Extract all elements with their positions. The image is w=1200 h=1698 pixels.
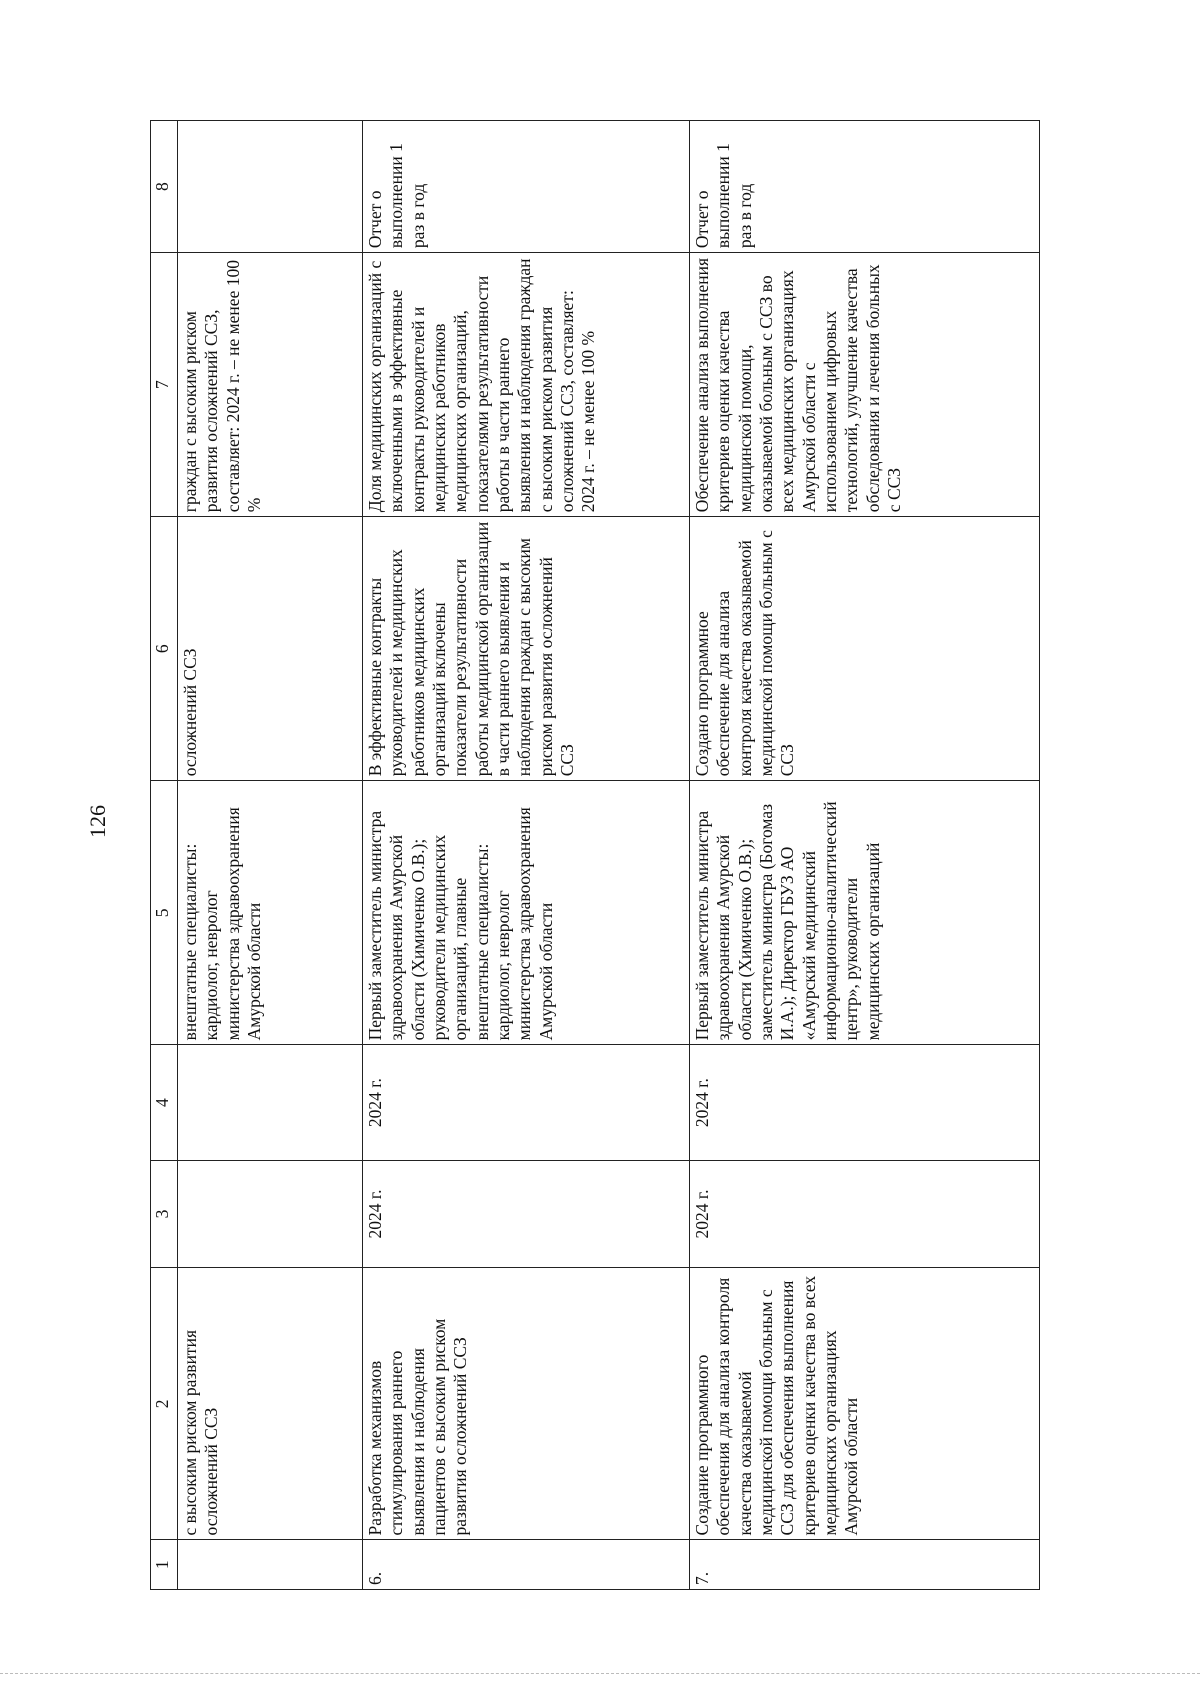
- cell-measure: Создание программного обеспечения для анализа контроля качества оказываемой медицинской помощи больным с ССЗ для обеспечения выполнения критериев оценки качества во всех медицинских организациях Амурской области: [690, 1268, 1040, 1540]
- cell-end: [178, 1045, 363, 1161]
- header-col-5: 5: [151, 781, 178, 1045]
- table-row-6: [363, 121, 690, 1590]
- cell-num: 6.: [363, 1540, 690, 1590]
- cell-num: 7.: [690, 1540, 1040, 1590]
- cell-start: 2024 г.: [690, 1160, 1040, 1267]
- cell-report: Отчет о выполнении 1 раз в год: [690, 121, 1040, 253]
- table-row-continuation: [178, 121, 363, 1590]
- cell-measure: с высоким риском развития осложнений ССЗ: [178, 1268, 363, 1540]
- page-number: 126: [85, 805, 110, 838]
- cell-report: [178, 121, 363, 253]
- header-row: [151, 121, 178, 1590]
- cell-responsible: Первый заместитель министра здравоохранения Амурской области (Химиченко О.В.); заместитель министра (Богомаз И.А.); Директор ГБУЗ АО «Амурский медицинский информационно-аналитический центр», руководители медицинских организаций: [690, 781, 1040, 1045]
- cell-responsible: Первый заместитель министра здравоохранения Амурской области (Химиченко О.В.); руководители медицинских организаций, главные внештатные специалисты: кардиолог, невролог министерства здравоохранения Амурской области: [363, 781, 690, 1045]
- table-row-7: [690, 121, 1040, 1590]
- cell-indicator: граждан с высоким риском развития осложнений ССЗ, составляет: 2024 г. – не менее 100 %: [178, 253, 363, 517]
- cell-result: Создано программное обеспечение для анализа контроля качества оказываемой медицинской помощи больным с ССЗ: [690, 517, 1040, 781]
- cell-start: [178, 1160, 363, 1267]
- cell-end: 2024 г.: [363, 1045, 690, 1161]
- cell-result: осложнений ССЗ: [178, 517, 363, 781]
- header-col-2: 2: [151, 1268, 178, 1540]
- header-col-7: 7: [151, 253, 178, 517]
- header-col-8: 8: [151, 121, 178, 253]
- header-col-3: 3: [151, 1160, 178, 1267]
- cell-num: [178, 1540, 363, 1590]
- cell-report: Отчет о выполнении 1 раз в год: [363, 121, 690, 253]
- cell-indicator: Доля медицинских организаций с включенными в эффективные контракты руководителей и медицинских работников медицинских организаций, показателями результативности работы в части раннего выявления и наблюдения граждан с высоким риском развития осложнений ССЗ, составляет: 2024 г. – не менее 100 %: [363, 253, 690, 517]
- cell-result: В эффективные контракты руководителей и медицинских работников медицинских организаций включены показатели результативности работы медицинской организации в части раннего выявления и наблюдения граждан с высоким риском развития осложнений ССЗ: [363, 517, 690, 781]
- table-rotated-container: [150, 120, 1080, 1590]
- header-col-1: 1: [151, 1540, 178, 1590]
- header-col-4: 4: [151, 1045, 178, 1161]
- cell-measure: Разработка механизмов стимулирования раннего выявления и наблюдения пациентов с высоким риском развития осложнений ССЗ: [363, 1268, 690, 1540]
- scan-edge-rule: [0, 1673, 1200, 1674]
- header-col-6: 6: [151, 517, 178, 781]
- cell-responsible: внештатные специалисты: кардиолог, невролог министерства здравоохранения Амурской области: [178, 781, 363, 1045]
- cell-end: 2024 г.: [690, 1045, 1040, 1161]
- cell-start: 2024 г.: [363, 1160, 690, 1267]
- measures-table: [150, 120, 1040, 1590]
- cell-indicator: Обеспечение анализа выполнения критериев оценки качества медицинской помощи, оказываемой больным с ССЗ во всех медицинских организациях Амурской области с использованием цифровых технологий, улучшение качества обследования и лечения больных с ССЗ: [690, 253, 1040, 517]
